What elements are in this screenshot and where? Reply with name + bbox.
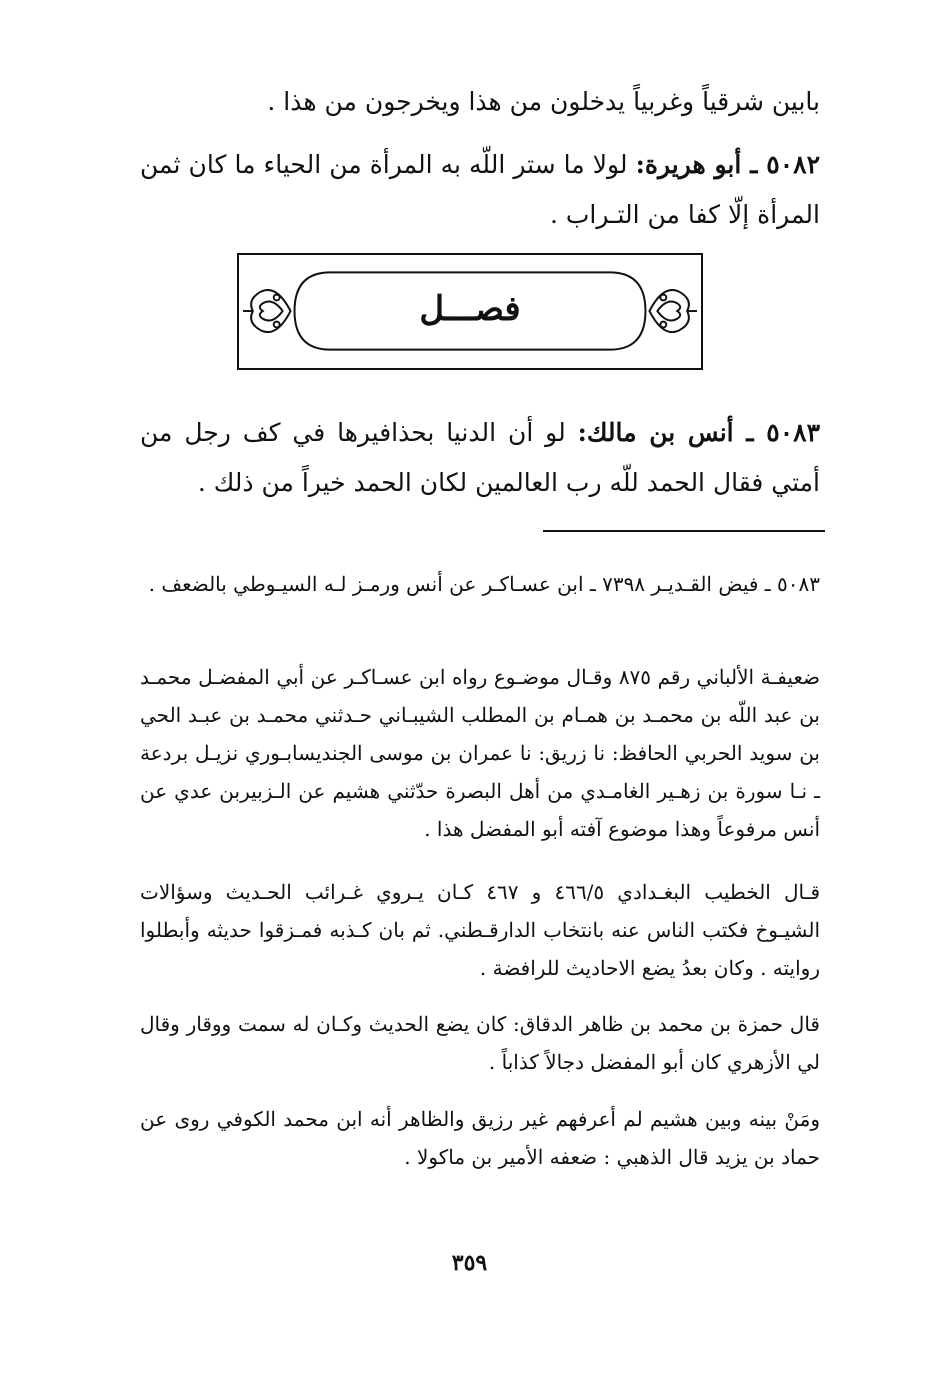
footnote-text: قال حمزة بن محمد بن ظاهر الدقاق: كان يضع الحديث وكـان له سمت ووقار وقال لي الأزهري كان أبو المفضل دجالاً كذاباً . (140, 1012, 820, 1074)
footnote-text: قـال الخطيب البغـدادي ٤٦٦/٥ و ٤٦٧ كـان يـروي غـرائب الحـديث وسؤالات الشيـوخ فكتب الناس عنه بانتخاب الدارقـطني. ثم بان كـذبه فمـزقوا حديثه وأبطلوا روايته . وكان بعدُ يضع الاحاديث للرافضة . (140, 880, 821, 980)
section-title: فصـــل (419, 289, 521, 329)
entry-5081-continuation (140, 77, 820, 127)
footnote-separator (543, 530, 825, 532)
section-heading-frame (237, 253, 703, 370)
footnote-albani (140, 658, 820, 848)
footnote-source (140, 565, 820, 603)
footnote-text: ٥٠٨٣ ـ فيض القـديـر ٧٣٩٨ ـ ابن عسـاكـر عن أنس ورمـز لـه السيـوطي بالضعف . (148, 572, 820, 596)
entry-number-narrator: ٥٠٨٣ ـ أنس بن مالك: (577, 418, 820, 447)
entry-text: لولا ما ستر اللّه به المرأة من الحياء ما كان ثمن المرأة إلّا كفا من التـراب . (140, 150, 820, 229)
entry-5083 (140, 408, 820, 508)
entry-text: لو أن الدنيا بحذافيرها في كف رجل من أمتي فقال الحمد للّه رب العالمين لكان الحمد خيراً من ذلك . (140, 418, 820, 497)
footnote-text: ضعيفـة الألباني رقم ٨٧٥ وقـال موضـوع رواه ابن عسـاكـر عن أبي المفضـل محمـد بن عبد اللّه بن محمـد بن همـام بن المطلب الشيبـاني حـدثني محمـد بن عبـد الحي بن سويد الحربي الحافظ: نا زريق: نا عمران بن موسى الجنديسابـوري نزيـل بردعة ـ نـا سورة بن زهـير الغامـدي من أهل البصرة حدّثني هشيم عن الـزبيربن عدي عن أنس مرفوعاً وهذا موضوع آفته أبو المفضل هذا . (140, 665, 821, 841)
footnote-text: ومَنْ بينه وبين هشيم لم أعرفهم غير رزيق والظاهر أنه ابن محمد الكوفي روى عن حماد بن يزيد قال الذهبي : ضعفه الأمير بن ماكولا . (140, 1107, 820, 1169)
page-number: ٣٥٩ (451, 1250, 488, 1276)
entry-text: بابين شرقياً وغربياً يدخلون من هذا ويخرجون من هذا . (267, 87, 820, 116)
footnote-hamza (140, 1005, 820, 1081)
footnote-khatib (140, 873, 820, 987)
entry-5082 (140, 140, 820, 240)
footnote-hushaym (140, 1100, 820, 1176)
entry-number-narrator: ٥٠٨٢ ـ أبو هريرة: (635, 150, 821, 179)
